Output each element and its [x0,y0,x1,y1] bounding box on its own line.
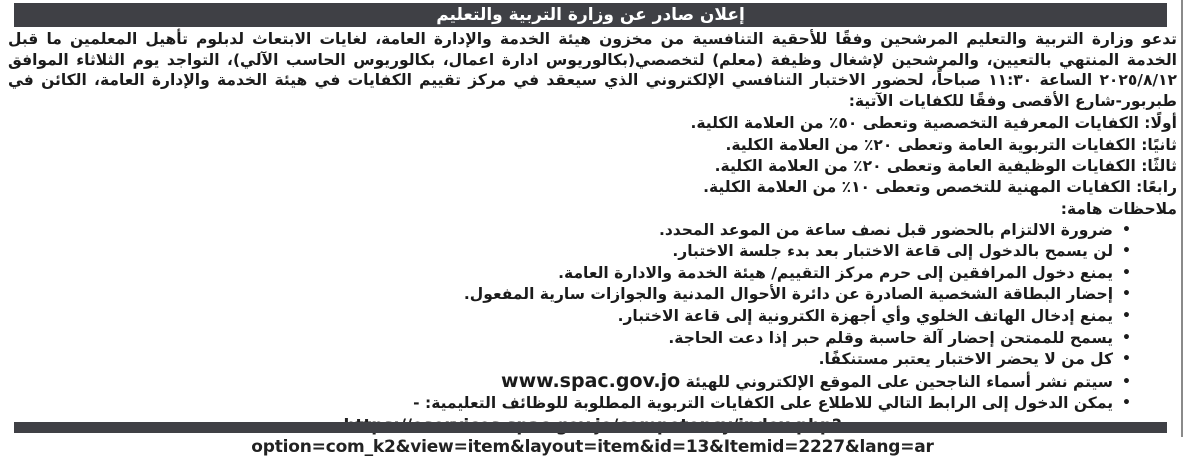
page-edge-line [1181,0,1183,437]
note-text: يمكن الدخول إلى الرابط التالي للاطلاع على الكفايات التربوية المطلوبة للوظائف التعليمية: - [413,394,1114,413]
competency-url: option=com_k2&view=item&layout=item&id=13&Itemid=2227&lang=ar [251,436,934,457]
announcement-title: إعلان صادر عن وزارة التربية والتعليم [436,5,745,25]
notes-list [8,220,1177,415]
bullet-icon: • [1122,351,1131,368]
note-text: كل من لا يحضر الاختبار يعتبر مستنكفًا. [818,350,1114,369]
note-text: إحضار البطاقة الشخصية الصادرة عن دائرة الأحوال المدنية والجوازات سارية المفعول. [463,285,1114,304]
note-item-results-website [8,371,1131,393]
note-item [8,241,1131,263]
bullet-icon: • [1122,286,1131,303]
note-text: يمنع دخول المرافقين إلى حرم مركز التقييم/ هيئة الخدمة والادارة العامة. [558,263,1114,282]
note-text: يمنع إدخال الهاتف الخلوي وأي أجهزة الكترونية إلى قاعة الاختبار. [617,307,1114,326]
criteria-line-3: ثالثًا: الكفايات الوظيفية العامة وتعطى ٢٠٪ من العلامة الكلية. [714,156,1177,175]
bullet-icon: • [1122,264,1131,281]
bullet-icon: • [1122,329,1131,346]
bullet-icon: • [1122,243,1131,260]
note-item [8,306,1131,328]
criteria-line-4: رابعًا: الكفايات المهنية للتخصص وتعطى ١٠٪ من العلامة الكلية. [703,178,1177,197]
bullet-icon: • [1122,373,1131,390]
criteria-line-2: ثانيًا: الكفايات التربوية العامة وتعطى ٢٠٪ من العلامة الكلية. [725,135,1177,154]
note-item [8,220,1131,242]
bullet-icon: • [1122,221,1131,238]
note-item [8,284,1131,306]
competency-criteria-list [8,113,1177,198]
note-text: يسمح للممتحن إحضار آلة حاسبة وقلم حبر إذا دعت الحاجة. [668,328,1114,347]
note-text: سيتم نشر أسماء الناجحين على الموقع الإلكتروني للهيئة [685,372,1114,391]
note-item [8,328,1131,350]
note-item [8,263,1131,285]
note-text: ضرورة الالتزام بالحضور قبل نصف ساعة من الموعد المحدد. [658,220,1114,239]
announcement-title-bar [14,3,1167,27]
footer-bar [14,422,1167,433]
spac-website-url: www.spac.gov.jo [501,369,681,392]
bullet-icon: • [1122,395,1131,412]
announcement-body [8,29,1177,458]
bullet-icon: • [1122,308,1131,324]
note-item [8,349,1131,371]
note-text: لن يسمح بالدخول إلى قاعة الاختبار بعد بدء جلسة الاختبار. [672,242,1114,261]
intro-paragraph: تدعو وزارة التربية والتعليم المرشحين وفقًا للأحقية التنافسية من مخزون هيئة الخدمة والإدارة العامة، لغايات الابتعاث لدبلوم تأهيل المعلمين ما قبل الخدمة المنتهي بالتعيين، والمرشحين لإشغال وظيفة (معلم) لتخصصي(بكالوريوس ادارة اعمال، بكالوريوس الحاسب الآلي)، التواجد يوم الثلاثاء الموافق ٢٠٢٥/٨/١٢ الساعة ١١:٣٠ صباحاً، لحضور الاختبار التنافسي الإلكتروني الذي سيعقد في مركز تقييم الكفايات في هيئة الخدمة والإدارة العامة، الكائن في طبربور-شارع الأقصى وفقًا للكفايات الآتية: [8,30,1177,110]
criteria-line-1: أولًا: الكفايات المعرفية التخصصية وتعطى ٥٠٪ من العلامة الكلية. [690,114,1177,133]
note-item-competency-link [8,393,1131,415]
notes-heading: ملاحظات هامة: [1060,199,1177,218]
